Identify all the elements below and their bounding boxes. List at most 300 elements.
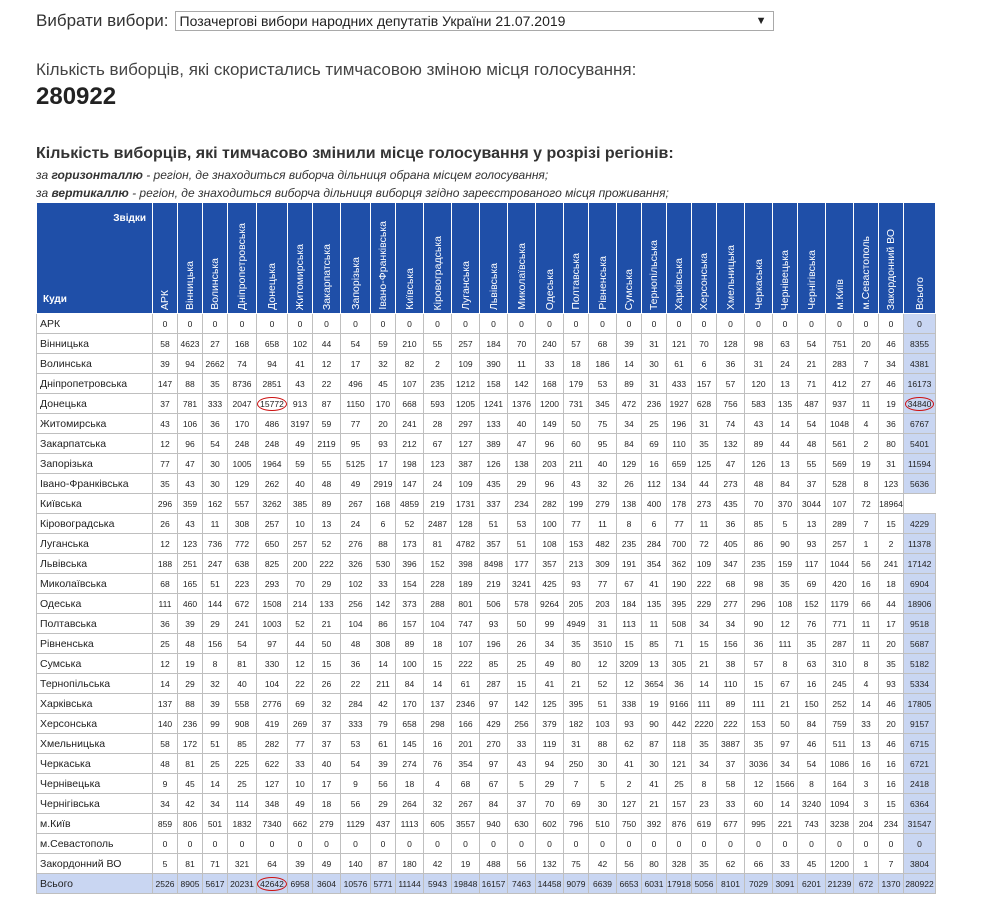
table-cell: 44 [692, 474, 717, 494]
table-cell: 22 [288, 674, 313, 694]
table-cell: 35 [153, 474, 178, 494]
table-cell: 1370 [879, 874, 904, 894]
table-cell: 15 [879, 514, 904, 534]
table-cell: 188 [153, 554, 178, 574]
row-region-name: Київська [37, 494, 153, 514]
table-cell: 419 [257, 714, 288, 734]
table-cell: 50 [773, 714, 798, 734]
table-cell: 0 [692, 314, 717, 334]
table-cell: 58 [717, 774, 745, 794]
table-cell: 0 [617, 834, 642, 854]
table-cell: 137 [153, 694, 178, 714]
total-voters-label: Кількість виборців, які скористались тимчасовою зміною місця голосування: [36, 60, 637, 79]
row-total-cell: 6721 [904, 754, 936, 774]
table-cell: 107 [452, 634, 480, 654]
table-cell: 63 [798, 654, 826, 674]
table-cell: 96 [178, 434, 203, 454]
table-cell: 241 [228, 614, 257, 634]
table-cell: 354 [452, 754, 480, 774]
table-cell: 36 [745, 634, 773, 654]
table-cell: 16 [642, 454, 667, 474]
table-cell: 55 [798, 454, 826, 474]
table-cell: 3557 [452, 814, 480, 834]
table-cell: 48 [153, 754, 178, 774]
table-cell: 102 [341, 574, 371, 594]
table-cell: 63 [773, 334, 798, 354]
table-cell: 6031 [642, 874, 667, 894]
table-cell: 7 [879, 854, 904, 874]
table-cell: 0 [203, 314, 228, 334]
table-cell: 36 [341, 654, 371, 674]
table-cell: 1200 [826, 854, 854, 874]
row-total-cell: 16173 [904, 374, 936, 394]
table-cell: 298 [424, 714, 452, 734]
table-cell: 602 [536, 814, 564, 834]
table-cell: 39 [203, 694, 228, 714]
table-cell: 287 [480, 674, 508, 694]
table-cell: 5943 [424, 874, 452, 894]
table-cell: 18 [879, 574, 904, 594]
table-cell: 0 [508, 834, 536, 854]
table-cell: 267 [341, 494, 371, 514]
table-cell: 0 [642, 834, 667, 854]
table-cell: 0 [745, 834, 773, 854]
table-cell: 89 [745, 434, 773, 454]
table-cell: 106 [178, 414, 203, 434]
table-cell: 21 [313, 614, 341, 634]
row-region-name: Полтавська [37, 614, 153, 634]
table-cell: 496 [341, 374, 371, 394]
table-cell: 0 [371, 834, 396, 854]
table-cell: 1731 [452, 494, 480, 514]
table-row [37, 694, 936, 714]
table-cell: 87 [371, 854, 396, 874]
table-cell: 0 [826, 834, 854, 854]
table-cell: 111 [745, 694, 773, 714]
table-cell: 25 [203, 754, 228, 774]
table-cell: 1 [854, 854, 879, 874]
table-cell: 69 [798, 574, 826, 594]
table-cell: 6653 [617, 874, 642, 894]
table-cell: 442 [667, 714, 692, 734]
table-row [37, 654, 936, 674]
table-cell: 59 [288, 454, 313, 474]
table-cell: 273 [692, 494, 717, 514]
table-cell: 14 [153, 674, 178, 694]
table-cell: 460 [178, 594, 203, 614]
table-cell: 279 [589, 494, 617, 514]
table-cell: 296 [153, 494, 178, 514]
table-cell: 3604 [313, 874, 341, 894]
table-cell: 142 [508, 694, 536, 714]
row-total-cell: 6364 [904, 794, 936, 814]
table-cell: 1241 [480, 394, 508, 414]
table-cell: 56 [617, 854, 642, 874]
table-cell: 80 [564, 654, 589, 674]
table-cell: 170 [371, 394, 396, 414]
table-cell: 21 [564, 674, 589, 694]
table-cell: 472 [617, 394, 642, 414]
table-cell: 97 [480, 754, 508, 774]
column-header-label: Закарпатська [320, 243, 333, 310]
table-cell: 1150 [341, 394, 371, 414]
table-cell: 199 [564, 494, 589, 514]
table-cell: 0 [854, 314, 879, 334]
table-cell: 93 [480, 614, 508, 634]
table-cell: 25 [153, 634, 178, 654]
table-cell: 0 [617, 314, 642, 334]
row-total-cell: 17142 [904, 554, 936, 574]
table-cell: 56 [341, 794, 371, 814]
table-cell: 20 [854, 334, 879, 354]
table-cell: 55 [424, 334, 452, 354]
table-cell: 247 [203, 554, 228, 574]
table-cell: 157 [396, 614, 424, 634]
table-cell: 557 [228, 494, 257, 514]
to-label: Куди [43, 294, 67, 305]
table-cell: 235 [424, 374, 452, 394]
election-select-label: Вибрати вибори: [36, 11, 169, 30]
table-cell: 211 [564, 454, 589, 474]
table-cell: 8 [854, 474, 879, 494]
table-cell: 511 [826, 734, 854, 754]
table-cell: 64 [257, 854, 288, 874]
table-cell: 222 [692, 574, 717, 594]
table-cell: 129 [228, 474, 257, 494]
table-cell: 234 [879, 814, 904, 834]
column-header [508, 203, 536, 314]
table-cell: 4623 [178, 334, 203, 354]
table-cell: 15 [424, 654, 452, 674]
table-cell: 42 [178, 794, 203, 814]
table-cell: 120 [745, 374, 773, 394]
table-cell: 189 [452, 574, 480, 594]
table-cell: 1964 [257, 454, 288, 474]
row-total-cell: 6715 [904, 734, 936, 754]
table-cell: 2487 [424, 514, 452, 534]
table-cell: 282 [536, 494, 564, 514]
table-cell: 0 [371, 314, 396, 334]
table-cell: 262 [257, 474, 288, 494]
table-cell: 506 [480, 594, 508, 614]
table-cell: 389 [480, 434, 508, 454]
table-cell: 96 [536, 434, 564, 454]
table-cell: 11144 [396, 874, 424, 894]
table-cell: 16 [424, 734, 452, 754]
column-header [745, 203, 773, 314]
column-header [773, 203, 798, 314]
section-title: Кількість виборців, які тимчасово змінили місце голосування у розрізі регіонів: [36, 145, 674, 162]
table-cell: 33 [717, 794, 745, 814]
row-total-cell: 5182 [904, 654, 936, 674]
table-cell: 98 [745, 334, 773, 354]
table-cell: 153 [745, 714, 773, 734]
table-cell: 123 [424, 454, 452, 474]
table-row [37, 674, 936, 694]
table-cell: 35 [203, 374, 228, 394]
table-cell: 20 [371, 414, 396, 434]
table-cell: 128 [717, 334, 745, 354]
column-header-label: Кіровоградська [431, 235, 444, 310]
table-cell: 2 [879, 534, 904, 554]
table-cell: 297 [452, 414, 480, 434]
table-cell: 145 [396, 734, 424, 754]
table-cell: 30 [589, 794, 617, 814]
table-cell: 658 [257, 334, 288, 354]
table-cell: 77 [564, 514, 589, 534]
table-cell: 12 [153, 434, 178, 454]
table-cell: 52 [288, 614, 313, 634]
table-cell: 0 [536, 834, 564, 854]
row-region-name: Тернопільська [37, 674, 153, 694]
table-cell: 1212 [452, 374, 480, 394]
table-cell: 80 [879, 434, 904, 454]
table-cell: 9166 [667, 694, 692, 714]
table-cell: 236 [178, 714, 203, 734]
table-cell: 89 [313, 494, 341, 514]
table-cell: 0 [879, 314, 904, 334]
table-row [37, 374, 936, 394]
table-cell: 14 [424, 674, 452, 694]
row-total-cell: 11378 [904, 534, 936, 554]
row-region-name: Черкаська [37, 754, 153, 774]
table-cell: 16 [854, 754, 879, 774]
table-cell: 14 [203, 774, 228, 794]
table-cell: 35 [798, 634, 826, 654]
table-cell: 2119 [313, 434, 341, 454]
table-cell: 47 [508, 434, 536, 454]
table-cell: 39 [371, 754, 396, 774]
table-cell: 6 [692, 354, 717, 374]
table-cell: 172 [178, 734, 203, 754]
row-region-name: Чернігівська [37, 794, 153, 814]
table-cell: 33 [536, 354, 564, 374]
table-cell: 77 [153, 454, 178, 474]
table-cell: 759 [826, 714, 854, 734]
table-cell: 23 [692, 794, 717, 814]
table-cell: 398 [452, 554, 480, 574]
table-cell: 638 [228, 554, 257, 574]
table-cell: 781 [178, 394, 203, 414]
table-cell: 51 [203, 574, 228, 594]
row-region-name: Житомирська [37, 414, 153, 434]
table-cell: 908 [228, 714, 257, 734]
table-row [37, 594, 936, 614]
table-cell: 110 [717, 674, 745, 694]
table-cell: 940 [480, 814, 508, 834]
table-cell: 57 [564, 334, 589, 354]
table-cell: 28 [424, 414, 452, 434]
highlighted-value: 34840 [905, 397, 935, 411]
table-cell: 700 [667, 534, 692, 554]
table-cell: 34 [203, 794, 228, 814]
table-cell: 17 [313, 774, 341, 794]
table-cell: 5 [773, 514, 798, 534]
table-cell: 32 [203, 674, 228, 694]
table-cell: 93 [564, 574, 589, 594]
table-cell: 0 [745, 314, 773, 334]
table-cell: 4 [854, 674, 879, 694]
table-cell: 3262 [257, 494, 288, 514]
table-cell: 76 [424, 754, 452, 774]
table-cell: 2919 [371, 474, 396, 494]
table-cell: 177 [508, 554, 536, 574]
column-header [228, 203, 257, 314]
table-cell: 13 [642, 654, 667, 674]
table-cell: 0 [508, 314, 536, 334]
table-cell: 412 [826, 374, 854, 394]
column-header-label: Донецька [266, 263, 278, 310]
table-cell: 182 [564, 714, 589, 734]
table-cell: 9264 [536, 594, 564, 614]
table-cell: 43 [288, 374, 313, 394]
election-select[interactable] [175, 11, 774, 31]
table-cell: 277 [717, 594, 745, 614]
note-prefix: за [36, 186, 52, 200]
table-cell: 57 [717, 374, 745, 394]
column-header [642, 203, 667, 314]
table-cell: 241 [879, 554, 904, 574]
table-cell: 435 [480, 474, 508, 494]
table-cell: 100 [536, 514, 564, 534]
table-cell: 11 [854, 614, 879, 634]
row-total-cell: 4229 [904, 514, 936, 534]
table-cell: 25 [667, 774, 692, 794]
table-cell: 569 [826, 454, 854, 474]
table-cell: 89 [617, 374, 642, 394]
table-row [37, 334, 936, 354]
table-cell: 13 [313, 514, 341, 534]
table-cell: 81 [228, 654, 257, 674]
table-cell: 508 [667, 614, 692, 634]
row-region-name: Хмельницька [37, 734, 153, 754]
table-cell: 11 [589, 514, 617, 534]
table-cell: 57 [745, 654, 773, 674]
table-cell: 659 [667, 454, 692, 474]
table-cell: 248 [228, 434, 257, 454]
table-cell: 2851 [257, 374, 288, 394]
chevron-down-icon[interactable]: ▼ [755, 15, 767, 27]
table-cell: 36 [667, 674, 692, 694]
table-cell: 39 [288, 854, 313, 874]
table-cell: 0 [153, 314, 178, 334]
table-cell: 32 [424, 794, 452, 814]
table-cell: 2662 [203, 354, 228, 374]
table-cell: 68 [153, 574, 178, 594]
column-header-label: Запорізька [349, 257, 362, 310]
table-cell: 11 [692, 514, 717, 534]
table-cell: 12 [589, 654, 617, 674]
table-cell: 66 [854, 594, 879, 614]
table-cell: 62 [617, 734, 642, 754]
table-cell: 583 [745, 394, 773, 414]
table-cell: 2526 [153, 874, 178, 894]
table-cell: 668 [396, 394, 424, 414]
table-cell: 373 [396, 594, 424, 614]
table-cell: 13 [773, 454, 798, 474]
table-cell: 19 [854, 454, 879, 474]
table-cell: 0 [178, 314, 203, 334]
table-cell: 41 [617, 754, 642, 774]
table-cell: 86 [371, 614, 396, 634]
table-cell: 0 [178, 834, 203, 854]
table-cell: 53 [589, 374, 617, 394]
table-cell: 27 [203, 334, 228, 354]
table-cell: 156 [717, 634, 745, 654]
table-cell: 165 [178, 574, 203, 594]
table-row [37, 854, 936, 874]
table-cell: 61 [452, 674, 480, 694]
table-cell: 3209 [617, 654, 642, 674]
table-cell: 43 [178, 474, 203, 494]
table-cell: 117 [798, 554, 826, 574]
highlighted-value: 15772 [257, 397, 287, 411]
table-row [37, 534, 936, 554]
row-total-cell: 31547 [904, 814, 936, 834]
table-cell: 8498 [480, 554, 508, 574]
table-cell: 79 [371, 714, 396, 734]
table-cell: 273 [717, 474, 745, 494]
column-header [424, 203, 452, 314]
table-cell: 38 [717, 654, 745, 674]
table-cell: 482 [589, 534, 617, 554]
column-header-label: Черкаська [752, 259, 765, 310]
row-region-name: Миколаївська [37, 574, 153, 594]
table-row [37, 774, 936, 794]
table-cell: 0 [642, 314, 667, 334]
table-row [37, 414, 936, 434]
table-cell: 109 [452, 354, 480, 374]
table-cell: 72 [692, 534, 717, 554]
table-cell: 30 [642, 354, 667, 374]
table-cell: 31 [745, 354, 773, 374]
table-cell: 15 [745, 674, 773, 694]
table-cell: 46 [879, 734, 904, 754]
column-header-label: Дніпропетровська [236, 222, 248, 310]
table-cell: 18 [396, 774, 424, 794]
table-cell: 825 [257, 554, 288, 574]
table-cell: 94 [257, 354, 288, 374]
table-cell: 45 [371, 374, 396, 394]
table-cell: 168 [228, 334, 257, 354]
table-cell: 269 [288, 714, 313, 734]
table-cell: 16 [879, 754, 904, 774]
row-total-cell: 6904 [904, 574, 936, 594]
table-cell [257, 874, 288, 894]
table-cell: 2 [854, 434, 879, 454]
table-cell: 70 [745, 494, 773, 514]
note-bold: горизонталлю [51, 168, 143, 182]
table-cell: 245 [826, 674, 854, 694]
table-cell: 2220 [692, 714, 717, 734]
column-header [879, 203, 904, 314]
table-cell: 390 [480, 354, 508, 374]
table-cell: 3197 [288, 414, 313, 434]
table-cell: 30 [642, 754, 667, 774]
table-cell: 487 [798, 394, 826, 414]
table-cell: 796 [564, 814, 589, 834]
table-cell: 772 [228, 534, 257, 554]
table-cell: 256 [341, 594, 371, 614]
table-cell: 995 [745, 814, 773, 834]
table-cell: 152 [424, 554, 452, 574]
table-cell: 90 [642, 714, 667, 734]
table-cell: 241 [396, 414, 424, 434]
column-header-label: Всього [913, 276, 926, 310]
table-row [37, 634, 936, 654]
table-cell: 24 [424, 474, 452, 494]
table-cell: 45 [178, 774, 203, 794]
